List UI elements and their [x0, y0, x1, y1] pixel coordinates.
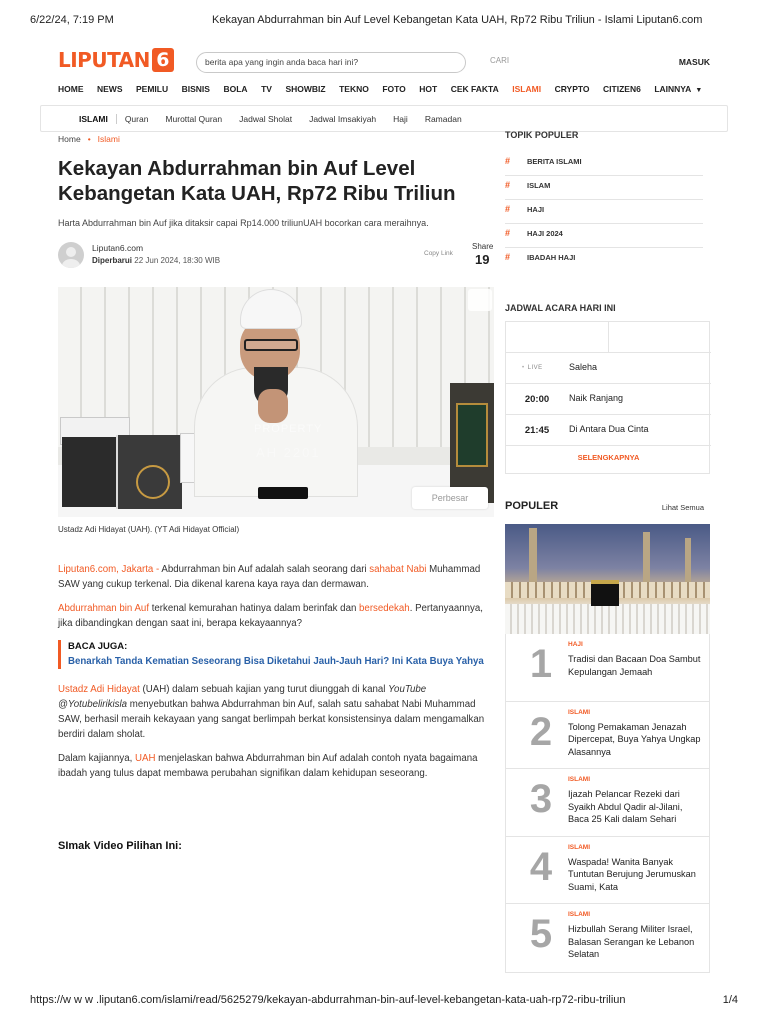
- topic-label: HAJI: [527, 205, 545, 214]
- schedule-row[interactable]: [506, 353, 711, 384]
- author-row: [58, 242, 494, 270]
- subnav-active-channel[interactable]: ISLAMI: [79, 114, 117, 124]
- topic-label: BERITA ISLAMI: [527, 157, 582, 166]
- read-also-link[interactable]: Benarkah Tanda Kematian Seseorang Bisa Diketahui Jauh-Jauh Hari? Ini Kata Buya Yahya: [68, 656, 484, 667]
- hashtag-icon: #: [505, 180, 511, 190]
- updated-date: 22 Jun 2024, 18:30 WIB: [134, 256, 221, 265]
- paragraph-3: [58, 682, 494, 742]
- hero-book-cover: [116, 435, 182, 509]
- article-subtitle: Harta Abdurrahman bin Auf jika ditaksir capai Rp14.000 triliunUAH bocorkan cara meraihnya.: [58, 218, 429, 228]
- topics-title: TOPIK POPULER: [505, 130, 579, 140]
- author-avatar: [58, 242, 84, 268]
- popular-rank: 5: [529, 912, 553, 956]
- search-button[interactable]: CARI: [490, 56, 510, 65]
- popular-item[interactable]: [506, 837, 709, 905]
- topic-label: ISLAM: [527, 181, 551, 190]
- p1-text-b: Muhammad SAW yang cukup terkenal. Dia dikenal karena kaya raya dan dermawan.: [58, 564, 481, 590]
- popular-title-link[interactable]: Tolong Pemakaman Jenazah Dipercepat, Buya Yahya Ungkap Alasannya: [568, 721, 701, 757]
- subnav-item-jadwal-sholat[interactable]: Jadwal Sholat: [239, 113, 293, 124]
- popular-feature-image[interactable]: [505, 524, 710, 634]
- login-button[interactable]: MASUK: [678, 57, 710, 67]
- live-badge: • LIVE: [522, 365, 543, 371]
- topic-label: HAJI 2024: [527, 229, 563, 238]
- updated-label: Diperbarui: [92, 256, 133, 265]
- image-caption: Ustadz Adi Hidayat (UAH). (YT Adi Hidayat Official): [58, 525, 240, 534]
- nav-item-lainnya-label: LAINNYA: [654, 84, 692, 94]
- print-page-title: Kekayan Abdurrahman bin Auf Level Kebangetan Kata UAH, Rp72 Ribu Triliun - Islami Liputan6.com: [212, 14, 703, 26]
- schedule-show: Di Antara Dua Cinta: [569, 424, 649, 434]
- nav-item-pemilu[interactable]: PEMILU: [136, 84, 169, 94]
- p1-text-a: Abdurrahman bin Auf adalah salah seorang dari: [161, 564, 370, 575]
- expand-image-button[interactable]: Perbesar: [412, 487, 488, 509]
- popular-rank: 2: [529, 709, 553, 754]
- hashtag-icon: #: [505, 156, 511, 166]
- topic-item[interactable]: [505, 224, 703, 248]
- subnav-item-quran[interactable]: Quran: [124, 113, 149, 124]
- share-count: 19: [475, 252, 490, 267]
- popular-title-link[interactable]: Waspada! Wanita Banyak Tuntutan Berujung Jerumuskan Suami, Kata: [568, 856, 696, 892]
- gallery-icon[interactable]: [468, 289, 492, 311]
- topic-item[interactable]: [505, 152, 703, 176]
- topic-item[interactable]: [505, 200, 703, 224]
- popular-see-all-link[interactable]: Lihat Semua: [661, 503, 704, 512]
- dateline-link[interactable]: Liputan6.com, Jakarta -: [58, 564, 162, 575]
- search-input[interactable]: berita apa yang ingin anda baca hari ini?: [196, 52, 466, 73]
- p2-text-a: terkenal kemurahan hatinya dalam berinfak dan: [149, 603, 360, 614]
- schedule-time: 21:45: [524, 425, 550, 436]
- hashtag-icon: #: [505, 228, 511, 238]
- nav-item-tv[interactable]: TV: [261, 84, 272, 94]
- link-uah[interactable]: UAH: [135, 753, 156, 764]
- p4-text-a: Dalam kajiannya,: [58, 753, 135, 764]
- popular-rank: 4: [529, 844, 553, 889]
- popular-category: ISLAMI: [568, 911, 591, 918]
- schedule-title: JADWAL ACARA HARI INI: [505, 303, 616, 313]
- breadcrumb-category[interactable]: Islami: [97, 134, 120, 144]
- article-hero-image[interactable]: [58, 287, 494, 517]
- link-sahabat-nabi[interactable]: sahabat Nabi: [369, 564, 427, 575]
- nav-item-crypto[interactable]: CRYPTO: [554, 84, 590, 94]
- popular-list: [505, 634, 710, 973]
- subnav-item-jadwal-imsakiyah[interactable]: Jadwal Imsakiyah: [309, 113, 377, 124]
- link-abdurrahman[interactable]: Abdurrahman bin Auf: [58, 603, 150, 614]
- popular-title-link[interactable]: Tradisi dan Bacaan Doa Sambut Kepulangan Jemaah: [568, 654, 701, 677]
- nav-item-citizen6[interactable]: CITIZEN6: [603, 84, 641, 94]
- print-url: https://w w w .liputan6.com/islami/read/5625279/kekayan-abdurrahman-bin-auf-level-kebangetan-kata-uah-rp72-ribu-triliun: [30, 994, 626, 1006]
- schedule-row[interactable]: [506, 415, 711, 446]
- popular-item[interactable]: [506, 634, 709, 702]
- paragraph-4: [58, 751, 494, 781]
- hero-person-hands: [258, 389, 288, 423]
- nav-item-cek-fakta[interactable]: CEK FAKTA: [450, 84, 499, 94]
- nav-item-showbiz[interactable]: SHOWBIZ: [285, 84, 326, 94]
- article-body: [58, 562, 494, 790]
- topic-item[interactable]: [505, 248, 703, 272]
- popular-category: ISLAMI: [568, 708, 591, 716]
- nav-item-lainnya[interactable]: [654, 84, 702, 98]
- print-datetime: 6/22/24, 7:19 PM: [30, 14, 114, 26]
- subnav-item-ramadan[interactable]: Ramadan: [424, 113, 462, 124]
- nav-item-bisnis[interactable]: BISNIS: [181, 84, 210, 94]
- read-also-label: BACA JUGA:: [68, 641, 128, 652]
- hero-watermark-2: AH 2201: [256, 445, 321, 460]
- share-label[interactable]: Share: [472, 242, 494, 251]
- popular-title-link[interactable]: Hizbullah Serang Militer Israel, Balasan Serangan ke Lebanon Selatan: [568, 924, 695, 960]
- logo-wordmark: LIPUTAN: [58, 48, 150, 72]
- hero-person-glasses: [244, 339, 298, 351]
- chevron-down-icon: ▼: [695, 87, 703, 94]
- article-date: [92, 256, 220, 265]
- read-also-box: [58, 640, 494, 669]
- nav-item-foto[interactable]: FOTO: [382, 84, 406, 94]
- paragraph-1: [58, 562, 494, 592]
- article-headline: Kekayan Abdurrahman bin Auf Level Kebangetan Kata UAH, Rp72 Ribu Triliun: [58, 157, 456, 205]
- link-ustadz[interactable]: Ustadz Adi Hidayat: [58, 684, 140, 695]
- schedule-time: 20:00: [524, 394, 550, 405]
- p3-text-b: menyebutkan bahwa Abdurrahman bin Auf, salah satu sahabat Nabi Muhammad SAW, berhasil meraih kekayaan yang sangat berlimpah berkat konsistensinya dalam mengamalkan berdiri dalam sholat.: [58, 699, 485, 740]
- hero-phone: [258, 487, 308, 499]
- minaret-shape: [685, 538, 691, 588]
- hero-shelf: [450, 383, 494, 503]
- site-header: [58, 46, 710, 78]
- kaaba-shape: [591, 580, 619, 606]
- p2-text-b: . Pertanyaannya, jika dibandingkan dengan saat ini, berapa kekayaannya?: [58, 603, 483, 629]
- schedule-tabs: [506, 322, 711, 353]
- p3-text-a: (UAH) dalam sebuah kajian yang turut diunggah di kanal: [139, 684, 389, 695]
- subnav-item-murottal[interactable]: Murottal Quran: [165, 113, 223, 124]
- p4-text-b: menjelaskan bahwa Abdurrahman bin Auf adalah contoh nyata bagaimana ibadah yang tulus dapat membawa perubahan signifikan dalam kehidupan seseorang.: [58, 753, 478, 779]
- nav-item-news[interactable]: NEWS: [97, 84, 123, 94]
- schedule-box: [505, 321, 710, 474]
- subnav-item-haji[interactable]: Haji: [393, 113, 408, 124]
- schedule-show: Naik Ranjang: [569, 393, 624, 403]
- paragraph-2: [58, 601, 494, 631]
- nav-item-hot[interactable]: HOT: [419, 84, 438, 94]
- main-nav: [58, 84, 710, 98]
- minaret-shape: [643, 532, 650, 588]
- topic-item[interactable]: [505, 176, 703, 200]
- popular-title: POPULER: [505, 500, 559, 512]
- breadcrumb-separator: •: [87, 134, 91, 144]
- breadcrumb: [58, 134, 494, 146]
- link-bersedekah[interactable]: bersedekah: [359, 603, 410, 614]
- author-name[interactable]: Liputan6.com: [92, 243, 144, 253]
- schedule-show: Saleha: [569, 362, 598, 372]
- schedule-more-link[interactable]: SELENGKAPNYA: [577, 453, 640, 462]
- popular-title-link[interactable]: Ijazah Pelancar Rezeki dari Syaikh Abdul Qadir al-Jilani, Baca 25 Kali dalam Sehari: [568, 789, 683, 825]
- copy-link-button[interactable]: Copy Link: [424, 250, 453, 257]
- nav-item-bola[interactable]: BOLA: [223, 84, 248, 94]
- nav-item-home[interactable]: HOME: [58, 84, 84, 94]
- sub-nav: [40, 105, 728, 132]
- popular-category: HAJI: [568, 641, 583, 648]
- sidebar: [505, 130, 710, 960]
- popular-item[interactable]: [506, 904, 709, 972]
- p3-italic: YouTube @Yotubelirikisla: [58, 684, 427, 710]
- nav-item-islami[interactable]: ISLAMI: [512, 84, 542, 94]
- popular-item[interactable]: [506, 769, 709, 837]
- schedule-row[interactable]: [506, 384, 711, 415]
- site-logo[interactable]: [58, 48, 174, 72]
- popular-rank: 1: [529, 642, 553, 686]
- nav-item-tekno[interactable]: TEKNO: [339, 84, 369, 94]
- pilgrim-crowd: [505, 604, 710, 634]
- print-header: [30, 14, 738, 30]
- popular-header: [505, 500, 710, 516]
- popular-category: ISLAMI: [568, 843, 591, 851]
- video-section-heading: SImak Video Pilihan Ini:: [58, 840, 182, 852]
- popular-rank: 3: [529, 777, 553, 821]
- article: [58, 134, 494, 852]
- breadcrumb-home[interactable]: Home: [58, 134, 81, 144]
- topic-label: IBADAH HAJI: [527, 253, 576, 262]
- popular-category: ISLAMI: [568, 776, 591, 783]
- logo-number-box: 6: [152, 48, 174, 72]
- popular-item[interactable]: [506, 702, 709, 770]
- topic-list: [505, 152, 710, 272]
- hero-watermark: PROPERTY: [254, 423, 323, 435]
- print-footer: [30, 994, 738, 1010]
- hashtag-icon: #: [505, 204, 511, 214]
- hashtag-icon: #: [505, 252, 511, 262]
- print-page-number: 1/4: [722, 994, 738, 1006]
